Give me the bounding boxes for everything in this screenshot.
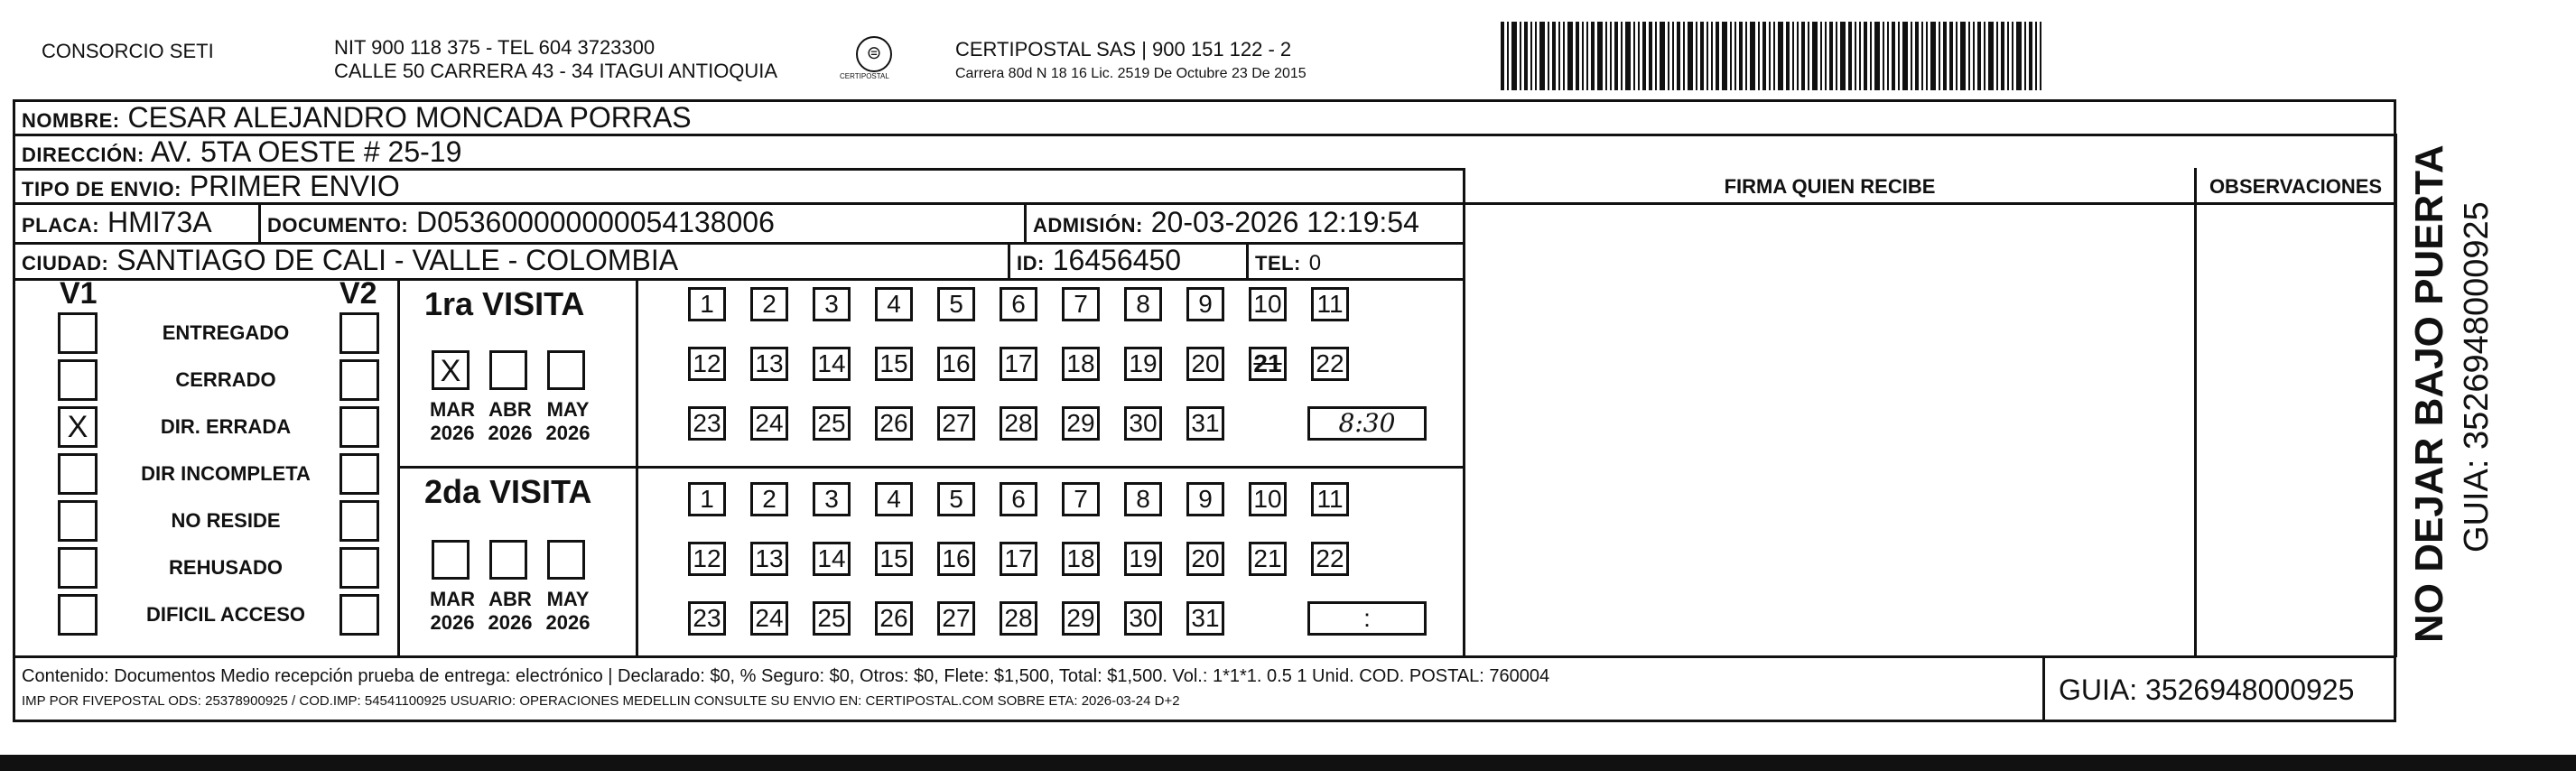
status-label: ENTREGADO: [162, 321, 290, 344]
documento-value: D053600000000054138006: [416, 206, 775, 238]
status-label: DIR. ERRADA: [160, 415, 292, 438]
day-box[interactable]: 29: [1062, 406, 1100, 441]
year-label: 2026: [430, 611, 475, 634]
company-nit: NIT 900 118 375 - TEL 604 3723300: [334, 36, 656, 59]
month-checkbox[interactable]: X: [432, 350, 470, 390]
day-box[interactable]: 16: [937, 542, 975, 576]
second-visit-time-box[interactable]: :: [1307, 601, 1427, 636]
v2-checkbox[interactable]: [339, 453, 379, 495]
day-box[interactable]: 5: [937, 482, 975, 516]
company-name: CONSORCIO SETI: [42, 40, 214, 62]
day-box[interactable]: 19: [1124, 347, 1162, 381]
visit-divider: [397, 466, 1465, 469]
day-box[interactable]: 14: [813, 347, 851, 381]
day-box[interactable]: 20: [1186, 347, 1224, 381]
status-label: REHUSADO: [169, 556, 283, 579]
v2-checkbox[interactable]: [339, 547, 379, 589]
month-checkbox[interactable]: [547, 540, 585, 580]
company-address: CALLE 50 CARRERA 43 - 34 ITAGUI ANTIOQUIA: [334, 60, 778, 82]
day-box[interactable]: 18: [1062, 347, 1100, 381]
license-line: Carrera 80d N 18 16 Lic. 2519 De Octubre 23 De 2015: [955, 66, 1307, 81]
nombre-label: NOMBRE:: [22, 109, 120, 132]
day-box[interactable]: 13: [750, 347, 788, 381]
day-box[interactable]: 2: [750, 482, 788, 516]
ciudad-label: CIUDAD:: [22, 252, 109, 274]
tipo-label: TIPO DE ENVIO:: [22, 178, 181, 200]
placa-value: HMI73A: [107, 206, 212, 238]
day-box[interactable]: 4: [875, 287, 913, 321]
day-box[interactable]: 27: [937, 406, 975, 441]
certipostal-logo-icon: ⊜: [856, 36, 892, 72]
v1-checkbox[interactable]: [58, 594, 98, 636]
admision-value: 20-03-2026 12:19:54: [1150, 206, 1419, 238]
day-box[interactable]: 11: [1311, 482, 1349, 516]
first-visit-title: 1ra VISITA: [424, 285, 585, 322]
day-box[interactable]: 24: [750, 406, 788, 441]
status-label: DIFICIL ACCESO: [145, 603, 305, 626]
day-box[interactable]: 23: [688, 601, 726, 636]
day-box[interactable]: 30: [1124, 601, 1162, 636]
day-box[interactable]: 17: [1000, 542, 1037, 576]
status-label: DIR INCOMPLETA: [141, 462, 311, 485]
placa-cell: [22, 204, 212, 244]
documento-label: DOCUMENTO:: [267, 214, 409, 237]
footer-content: Contenido: Documentos Medio recepción prueba de entrega: electrónico | Declarado: $0, % Seguro: $0, Otros: $0, Flete: $1,500, Total: $1,500. Vol.: 1*1*1. 0.5 1 Unid. COD. POSTAL: 760004: [22, 666, 1550, 686]
nombre-value: CESAR ALEJANDRO MONCADA PORRAS: [127, 101, 692, 134]
day-box[interactable]: 8: [1124, 287, 1162, 321]
month-label: MAR: [429, 398, 476, 421]
tel-value: 0: [1308, 251, 1322, 275]
v1-header: V1: [60, 276, 98, 311]
month-label: MAY: [546, 398, 590, 421]
logo-caption: CERTIPOSTAL: [840, 72, 889, 80]
day-box[interactable]: 11: [1311, 287, 1349, 321]
day-box[interactable]: 9: [1186, 287, 1224, 321]
year-label: 2026: [545, 422, 591, 444]
day-box[interactable]: 23: [688, 406, 726, 441]
month-checkbox[interactable]: [547, 350, 585, 390]
tel-cell: [1255, 242, 1321, 282]
day-box[interactable]: 18: [1062, 542, 1100, 576]
day-box[interactable]: 16: [937, 347, 975, 381]
v1-checkbox[interactable]: X: [58, 406, 98, 448]
day-box[interactable]: 3: [813, 287, 851, 321]
day-box[interactable]: 25: [813, 406, 851, 441]
day-box[interactable]: 14: [813, 542, 851, 576]
col-divider: [2042, 655, 2045, 722]
day-box[interactable]: 1: [688, 482, 726, 516]
footer-meta: IMP POR FIVEPOSTAL ODS: 25378900925 / COD.IMP: 54541100925 USUARIO: OPERACIONES MEDELLIN CONSULTE SU ENVIO EN: CERTIPOSTAL.COM SOBRE ETA: 2026-03-24 D+2: [22, 693, 1180, 709]
direccion-value: AV. 5TA OESTE # 25-19: [150, 135, 462, 168]
col-divider: [1463, 168, 1465, 657]
day-box[interactable]: 8: [1124, 482, 1162, 516]
day-box[interactable]: 13: [750, 542, 788, 576]
ciudad-value: SANTIAGO DE CALI - VALLE - COLOMBIA: [116, 244, 679, 276]
day-box[interactable]: 12: [688, 347, 726, 381]
barcode: [1501, 22, 2223, 90]
v2-checkbox[interactable]: [339, 500, 379, 542]
firma-header: FIRMA QUIEN RECIBE: [1724, 175, 1936, 198]
tipo-value: PRIMER ENVIO: [189, 170, 400, 202]
documento-cell: [267, 204, 775, 244]
col-divider: [258, 202, 261, 242]
day-box[interactable]: 28: [1000, 601, 1037, 636]
year-label: 2026: [488, 611, 533, 634]
bottom-band: [0, 755, 2576, 771]
day-box[interactable]: 4: [875, 482, 913, 516]
day-box[interactable]: 26: [875, 601, 913, 636]
placa-label: PLACA:: [22, 214, 100, 237]
id-cell: [1017, 242, 1181, 282]
day-box[interactable]: 26: [875, 406, 913, 441]
first-visit-time-box[interactable]: 8:30: [1307, 406, 1427, 441]
id-label: ID:: [1017, 252, 1045, 274]
tipo-row: [22, 168, 400, 208]
day-box[interactable]: 30: [1124, 406, 1162, 441]
col-divider: [2395, 134, 2397, 657]
observaciones-header: OBSERVACIONES: [2209, 175, 2383, 198]
side-guia: GUIA: 3526948000925: [2458, 201, 2496, 553]
v1-checkbox[interactable]: [58, 359, 98, 401]
day-box[interactable]: 24: [750, 601, 788, 636]
day-box[interactable]: 10: [1249, 482, 1287, 516]
day-box[interactable]: 9: [1186, 482, 1224, 516]
day-box[interactable]: 21: [1249, 347, 1287, 381]
v1-checkbox[interactable]: [58, 312, 98, 354]
second-visit-title: 2da VISITA: [424, 473, 592, 510]
col-divider: [1246, 242, 1249, 278]
courier-line: CERTIPOSTAL SAS | 900 151 122 - 2: [955, 38, 1292, 60]
v1-checkbox[interactable]: [58, 500, 98, 542]
day-box[interactable]: 2: [750, 287, 788, 321]
day-box[interactable]: 3: [813, 482, 851, 516]
month-checkbox[interactable]: [489, 540, 527, 580]
year-label: 2026: [488, 422, 533, 444]
direccion-label: DIRECCIÓN:: [22, 144, 144, 166]
year-label: 2026: [430, 422, 475, 444]
day-box[interactable]: 27: [937, 601, 975, 636]
month-label: MAY: [546, 588, 590, 610]
col-divider: [1008, 242, 1010, 278]
day-box[interactable]: 29: [1062, 601, 1100, 636]
day-box[interactable]: 12: [688, 542, 726, 576]
admision-cell: [1033, 204, 1419, 244]
v2-checkbox[interactable]: [339, 359, 379, 401]
day-box[interactable]: 19: [1124, 542, 1162, 576]
day-box[interactable]: 31: [1186, 406, 1224, 441]
month-label: MAR: [429, 588, 476, 610]
tel-label: TEL:: [1255, 252, 1301, 274]
day-box[interactable]: 15: [875, 542, 913, 576]
status-label: NO RESIDE: [171, 509, 281, 532]
day-box[interactable]: 31: [1186, 601, 1224, 636]
day-box[interactable]: 5: [937, 287, 975, 321]
day-box[interactable]: 28: [1000, 406, 1037, 441]
year-label: 2026: [545, 611, 591, 634]
v2-checkbox[interactable]: [339, 594, 379, 636]
day-box[interactable]: 22: [1311, 347, 1349, 381]
day-box[interactable]: 25: [813, 601, 851, 636]
day-box[interactable]: 6: [1000, 287, 1037, 321]
col-divider: [1024, 202, 1027, 242]
footer-guia: GUIA: 3526948000925: [2059, 673, 2355, 706]
day-box[interactable]: 6: [1000, 482, 1037, 516]
month-checkbox[interactable]: [432, 540, 470, 580]
v2-header: V2: [339, 276, 377, 311]
day-box[interactable]: 10: [1249, 287, 1287, 321]
month-label: ABR: [488, 588, 532, 610]
day-box[interactable]: 22: [1311, 542, 1349, 576]
month-checkbox[interactable]: [489, 350, 527, 390]
day-box[interactable]: 1: [688, 287, 726, 321]
day-box[interactable]: 15: [875, 347, 913, 381]
status-label: CERRADO: [175, 368, 276, 391]
v2-checkbox[interactable]: [339, 312, 379, 354]
admision-label: ADMISIÓN:: [1033, 214, 1143, 237]
month-label: ABR: [488, 398, 532, 421]
day-box[interactable]: 21: [1249, 542, 1287, 576]
day-box[interactable]: 7: [1062, 287, 1100, 321]
day-box[interactable]: 17: [1000, 347, 1037, 381]
v1-checkbox[interactable]: [58, 453, 98, 495]
id-value: 16456450: [1052, 244, 1182, 276]
col-divider: [2194, 168, 2197, 657]
day-box[interactable]: 7: [1062, 482, 1100, 516]
v1-checkbox[interactable]: [58, 547, 98, 589]
side-warning: NO DEJAR BAJO PUERTA: [2407, 144, 2451, 643]
v2-checkbox[interactable]: [339, 406, 379, 448]
day-box[interactable]: 20: [1186, 542, 1224, 576]
footer-divider: [13, 655, 2396, 658]
